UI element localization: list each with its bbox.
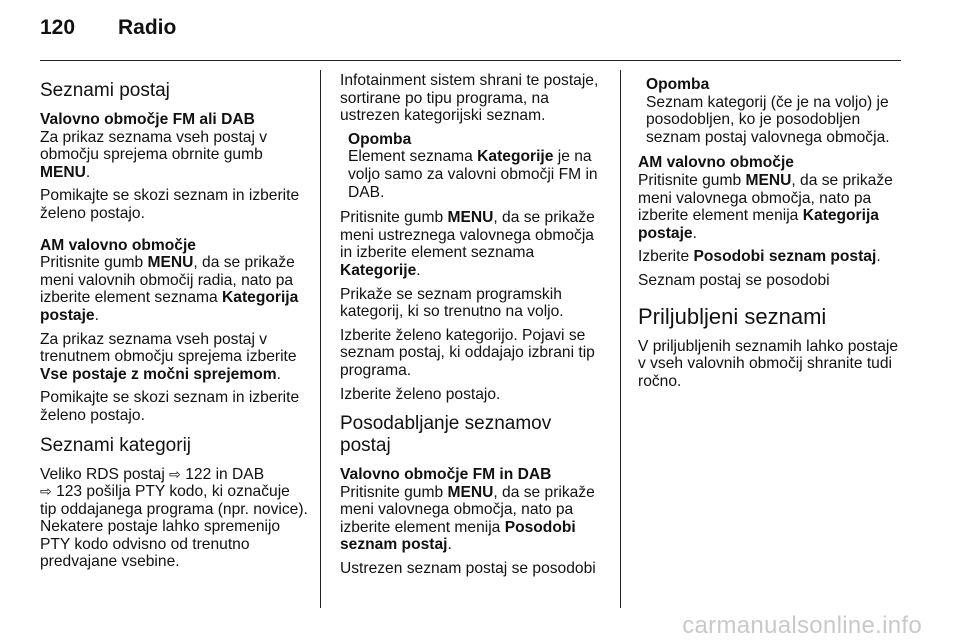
note-title: Opomba — [348, 130, 412, 148]
menu-knob-label: MENU — [147, 254, 194, 272]
menu-knob-label: MENU — [447, 209, 494, 227]
paragraph: Seznam postaj se posodobi — [638, 271, 830, 289]
paragraph: Pritisnite gumb MENU, da se prikaže meni ustreznega valovnega območja in izberite element seznama Kategorije. — [340, 209, 595, 279]
watermark: carmanualsonline.info — [682, 612, 922, 639]
paragraph: Ustrezen seznam postaj se posodobi — [340, 560, 596, 578]
menu-knob-label: MENU — [745, 171, 792, 189]
section-heading: Seznami postaj — [40, 80, 170, 101]
menu-knob-label: MENU — [40, 163, 86, 181]
section-heading: Posodabljanje seznamov postaj — [340, 413, 552, 457]
paragraph: Pomikajte se skozi seznam in izberite želeno postajo. — [40, 187, 300, 222]
paragraph: Za prikaz seznama vseh postaj v območju sprejema obrnite gumb MENU. — [40, 128, 268, 181]
paragraph: Za prikaz seznama vseh postaj v trenutnem območju sprejema izberite Vse postaje z močni sprejemom. — [40, 330, 297, 383]
menu-item-label: Kategorija postaje — [638, 207, 879, 242]
arrow-reference-icon: ⇨ — [169, 465, 181, 482]
subsection-heading: AM valovno območje — [638, 154, 794, 172]
column-divider — [620, 70, 621, 608]
column-3 — [638, 72, 903, 396]
menu-item-label: Kategorije — [340, 261, 417, 279]
menu-knob-label: MENU — [447, 483, 494, 501]
page-number: 120 — [40, 16, 76, 39]
menu-item-label: Kategorije — [477, 148, 554, 166]
subsection-heading: Valovno območje FM ali DAB — [40, 111, 255, 128]
paragraph: Pomikajte se skozi seznam in izberite želeno postajo. — [40, 389, 300, 424]
subsection-heading: AM valovno območje — [40, 236, 196, 254]
arrow-reference-icon: ⇨ — [40, 483, 52, 500]
note-text: Seznam kategorij (če je na voljo) je posodobljen, ko je posodobljen seznam postaj valovnega območja. — [646, 93, 890, 146]
paragraph: Veliko RDS postaj ⇨ 122 in DAB ⇨ 123 pošilja PTY kodo, ki označuje tip oddajanega programa (npr. novice). Nekatere postaje lahko spremenijo PTY kodo odvisno od trenutno predvajane vsebine. — [40, 465, 308, 571]
note-title: Opomba — [646, 76, 710, 93]
paragraph: Infotainment sistem shrani te postaje, sortirane po tipu programa, na ustrezen kategorijski seznam. — [340, 72, 599, 125]
paragraph: Pritisnite gumb MENU, da se prikaže meni valovnega območja, nato pa izberite element menija Kategorija postaje. — [638, 171, 893, 242]
paragraph: Izberite želeno kategorijo. Pojavi se seznam postaj, ki oddajajo izbrani tip programa. — [340, 326, 595, 379]
column-1 — [40, 72, 308, 577]
paragraph: Prikaže se seznam programskih kategorij, ki so trenutno na voljo. — [340, 285, 564, 321]
menu-item-label: Kategorija postaje — [40, 289, 299, 324]
section-heading: Priljubljeni seznami — [638, 303, 827, 329]
menu-item-label: Vse postaje z močni sprejemom — [40, 365, 277, 383]
paragraph: Izberite Posodobi seznam postaj. — [638, 248, 881, 266]
page-header — [40, 16, 900, 50]
menu-item-label: Posodobi seznam postaj — [693, 248, 877, 266]
note-box — [646, 76, 903, 146]
paragraph: Izberite želeno postajo. — [340, 385, 501, 403]
column-divider — [320, 70, 321, 608]
menu-item-label: Posodobi seznam postaj — [340, 518, 576, 554]
paragraph: Pritisnite gumb MENU, da se prikaže meni valovnih območij radia, nato pa izberite element seznama Kategorija postaje. — [40, 254, 299, 324]
paragraph: Pritisnite gumb MENU, da se prikaže meni valovnega območja, nato pa izberite element menija Posodobi seznam postaj. — [340, 483, 595, 554]
paragraph: V priljubljenih seznamih lahko postaje v vseh valovnih območij shranite tudi ročno. — [638, 337, 899, 390]
subsection-heading: Valovno območje FM in DAB — [340, 466, 552, 484]
column-2 — [340, 72, 605, 584]
header-divider — [40, 60, 901, 61]
note-box: Opomba Element seznama Kategorije je na voljo samo za valovni območji FM in DAB. — [348, 131, 605, 201]
section-heading: Seznami kategorij — [40, 434, 192, 456]
chapter-title: Radio — [118, 16, 177, 39]
